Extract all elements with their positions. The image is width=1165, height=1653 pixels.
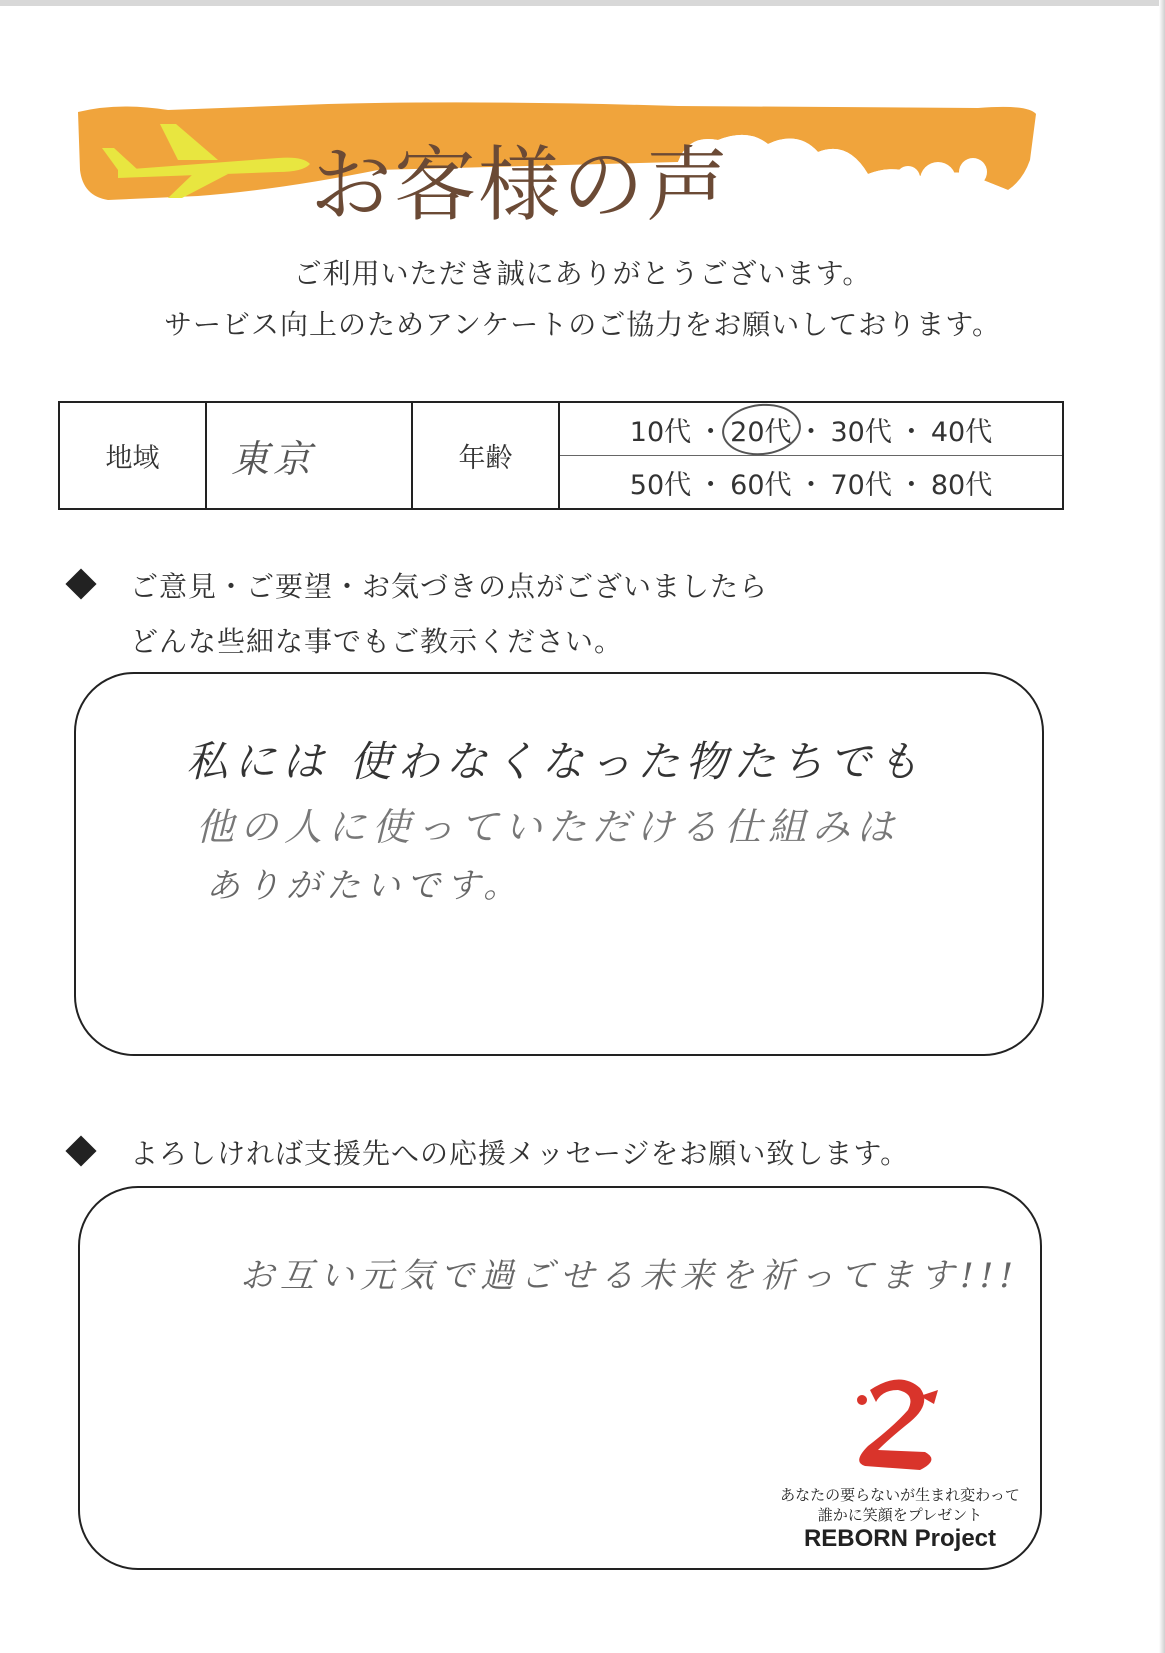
- intro-line-2: サービス向上のためアンケートのご協力をお願いしております。: [163, 308, 1002, 341]
- answer1-line2: 他の人に使っていただける仕組みは: [196, 805, 901, 849]
- age-row-1: [560, 403, 1062, 455]
- region-value-handwritten: 東京: [231, 437, 316, 481]
- answer1-line1: 私には 使わなくなった物たちでも: [186, 737, 925, 786]
- reborn-mark-icon: [770, 1370, 1030, 1480]
- age-label: 年齢: [458, 443, 513, 474]
- scan-edge-right: [1159, 0, 1165, 1653]
- region-label-cell: [59, 402, 206, 509]
- age-separator: ・: [897, 469, 925, 501]
- age-separator: ・: [897, 416, 925, 448]
- age-option-selected: 20代: [730, 410, 791, 449]
- answer-box-1: [74, 672, 1044, 1056]
- age-options-cell: [559, 402, 1063, 509]
- age-option: 10代: [629, 416, 692, 448]
- age-separator: ・: [797, 469, 825, 501]
- age-separator: ・: [697, 469, 725, 501]
- logo-tagline-2: 誰かに笑顔をプレゼント: [817, 1506, 983, 1524]
- page-title: お客様の声: [310, 138, 731, 233]
- age-option: 80代: [930, 469, 993, 501]
- age-option: 40代: [930, 416, 993, 448]
- question1-line1: ご意見・ご要望・お気づきの点がございましたら: [130, 570, 769, 603]
- bullet-diamond-icon: [65, 568, 96, 599]
- reborn-logo: [770, 1370, 1030, 1560]
- logo-name: REBORN Project: [803, 1525, 997, 1552]
- answer1-line3: ありがたいです。: [206, 866, 524, 906]
- bullet-diamond-icon: [65, 1135, 96, 1166]
- region-label: 地域: [105, 443, 160, 474]
- scan-edge-top: [0, 0, 1165, 6]
- age-separator: ・: [797, 416, 825, 448]
- age-option: 70代: [830, 469, 892, 501]
- logo-tagline-1: あなたの要らないが生まれ変わって: [780, 1486, 1020, 1504]
- region-value-cell: [206, 402, 412, 509]
- intro-line-1: ご利用いただき誠にありがとうございます。: [293, 257, 872, 290]
- answer2-line1: お互い元気で過ごせる未来を祈ってます!!!: [240, 1256, 1019, 1296]
- age-row-2: [560, 455, 1062, 508]
- age-option: 50代: [629, 469, 692, 501]
- age-option: 30代: [830, 416, 892, 448]
- age-label-cell: [412, 402, 559, 509]
- info-table: [58, 401, 1064, 510]
- age-separator: ・: [697, 416, 725, 448]
- question2-line1: よろしければ支援先への応援メッセージをお願い致します。: [130, 1137, 910, 1170]
- question1-line2: どんな些細な事でもご教示ください。: [130, 625, 624, 658]
- age-option: 60代: [730, 469, 792, 501]
